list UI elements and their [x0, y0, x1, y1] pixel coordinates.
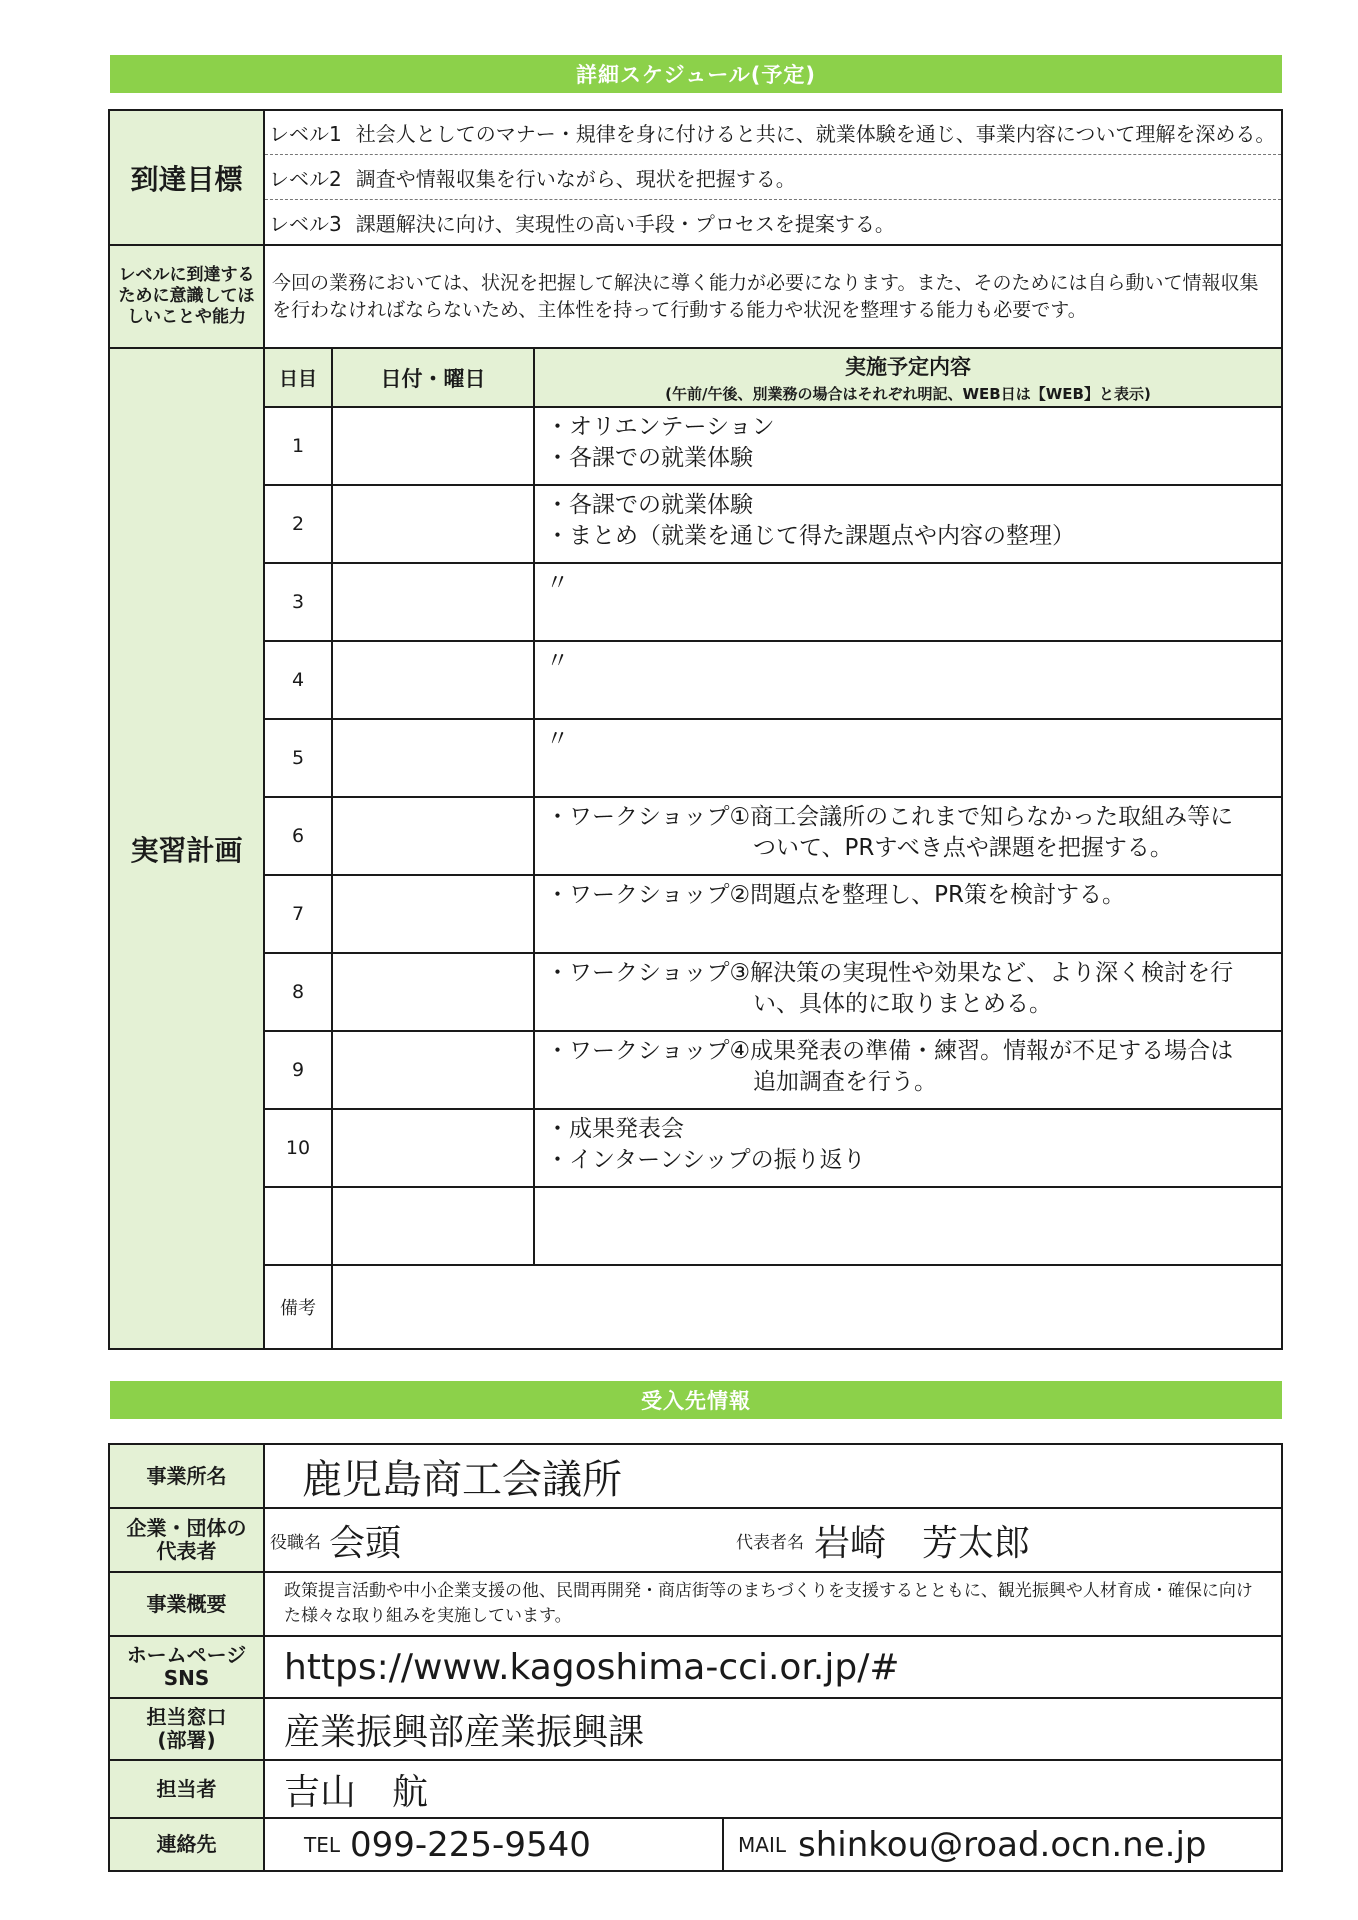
- day-number: 8: [291, 981, 305, 1003]
- grid-line: [108, 347, 1283, 349]
- tel-row: [304, 1819, 714, 1870]
- header-date: 日付・曜日: [333, 349, 533, 406]
- grid-line: [108, 1759, 1283, 1761]
- mail-row: [738, 1819, 1278, 1870]
- grid-line: [263, 484, 1283, 486]
- day-content: 〃: [546, 570, 569, 596]
- office-value: 鹿児島商工会議所: [302, 1456, 622, 1503]
- day-content: ・オリエンテーション ・各課での就業体験: [546, 414, 775, 472]
- grid-line: [263, 562, 1283, 564]
- grid-line: [331, 347, 333, 1350]
- remarks-value: [340, 1266, 1276, 1348]
- dept-value: 産業振興部産業振興課: [284, 1711, 645, 1753]
- ability-label: レベルに到達する ために意識してほ しいことや能力: [118, 264, 255, 328]
- day-content: ・成果発表会 ・インターンシップの振り返り: [546, 1116, 866, 1174]
- office-label: 事業所名: [146, 1463, 227, 1488]
- day-date: [333, 876, 533, 952]
- office-label-cell: [110, 1445, 263, 1507]
- level-1-text: 社会人としてのマナー・規律を身に付けると共に、就業体験を通じ、事業内容について理解を深める。: [355, 121, 1276, 146]
- host-title-banner: [110, 1381, 1282, 1419]
- header-day: 日目: [265, 349, 331, 406]
- day-date: [333, 408, 533, 484]
- dept-label-cell: [110, 1699, 263, 1759]
- day-number: 2: [291, 513, 305, 535]
- day-content: 〃: [546, 648, 569, 674]
- rep-name-value: 岩崎 芳太郎: [814, 1522, 1031, 1564]
- hp-value: https://www.kagoshima-cci.or.jp/#: [284, 1646, 900, 1688]
- level-3-name: レベル3: [269, 211, 342, 236]
- grid-line: [108, 1697, 1283, 1699]
- hp-label: ホームページ SNS: [126, 1643, 247, 1690]
- grid-line: [722, 1817, 724, 1872]
- day-number: 6: [291, 825, 305, 847]
- person-label: 担当者: [156, 1776, 217, 1801]
- plan-label-cell: [110, 349, 263, 1348]
- plan-label: 実習計画: [130, 833, 243, 867]
- grid-line: [263, 718, 1283, 720]
- grid-line: [263, 109, 265, 1350]
- day-date: [333, 1032, 533, 1108]
- day-date: [333, 1110, 533, 1186]
- level-3-text: 課題解決に向け、実現性の高い手段・プロセスを提案する。: [355, 211, 895, 236]
- ability-text: 今回の業務においては、状況を把握して解決に導く能力が必要になります。また、そのためには自ら動いて情報収集を行わなければならないため、主体性を持って行動する能力や状況を整理する能力も必要です。: [272, 272, 1259, 321]
- contact-label: 連絡先: [156, 1832, 217, 1856]
- header-content-note: (午前/午後、別業務の場合はそれぞれ明記、WEB日は【WEB】と表示): [665, 385, 1151, 403]
- day-content: ・ワークショップ④成果発表の準備・練習。情報が不足する場合は 追加調査を行う。: [546, 1038, 1234, 1096]
- header-content-cell: [535, 349, 1281, 406]
- day-content: ・ワークショップ①商工会議所のこれまで知らなかった取組み等に ついて、PRすべき点や課題を把握する。: [546, 804, 1234, 862]
- rep-name-row: [736, 1509, 1276, 1571]
- position-value: 会頭: [329, 1522, 402, 1564]
- day-date: [333, 954, 533, 1030]
- day-number: 5: [291, 747, 305, 769]
- day-date: [333, 486, 533, 562]
- header-content: 実施予定内容: [845, 355, 971, 379]
- grid-line: [263, 406, 1283, 408]
- day-number: 4: [291, 669, 305, 691]
- rep-name-label: 代表者名: [736, 1532, 804, 1553]
- day-number: 3: [291, 591, 305, 613]
- level-2-text: 調査や情報収集を行いながら、現状を把握する。: [355, 166, 796, 191]
- mail-label: MAIL: [738, 1832, 786, 1857]
- day-date: [333, 1188, 533, 1264]
- biz-label: 事業概要: [146, 1591, 227, 1616]
- biz-label-cell: [110, 1573, 263, 1635]
- position-row: [270, 1509, 730, 1571]
- mail-value: shinkou@road.ocn.ne.jp: [797, 1824, 1207, 1865]
- day-content: 〃: [546, 726, 569, 752]
- grid-line: [108, 1817, 1283, 1819]
- hp-label-cell: [110, 1637, 263, 1697]
- grid-line: [263, 1108, 1283, 1110]
- day-content: ・ワークショップ③解決策の実現性や効果など、より深く検討を行 い、具体的に取りまとめる。: [546, 960, 1234, 1018]
- ability-label-cell: [110, 246, 263, 347]
- day-number: 10: [285, 1137, 311, 1159]
- grid-line: [108, 1571, 1283, 1573]
- day-number: 1: [291, 435, 305, 457]
- level-1-name: レベル1: [269, 121, 342, 146]
- day-date: [333, 642, 533, 718]
- level-divider: [265, 154, 1281, 155]
- dept-label: 担当窓口 (部署): [146, 1705, 227, 1752]
- grid-line: [263, 1264, 1283, 1266]
- remarks-label: 備考: [280, 1298, 316, 1319]
- tel-label: TEL: [304, 1832, 340, 1857]
- day-content: ・各課での就業体験 ・まとめ（就業を通じて得た課題点や内容の整理）: [546, 492, 1075, 550]
- grid-line: [263, 874, 1283, 876]
- level-2-name: レベル2: [269, 166, 342, 191]
- day-content: [546, 1188, 1276, 1264]
- grid-line: [263, 796, 1283, 798]
- level-1-row: [269, 111, 1279, 153]
- grid-line: [108, 1635, 1283, 1637]
- tel-value: 099-225-9540: [350, 1824, 591, 1865]
- goals-label-cell: [110, 111, 263, 244]
- day-content: ・ワークショップ②問題点を整理し、PR策を検討する。: [546, 882, 1126, 908]
- person-value: 吉山 航: [284, 1771, 429, 1813]
- person-label-cell: [110, 1761, 263, 1817]
- biz-value: 政策提言活動や中小企業支援の他、民間再開発・商店街等のまちづくりを支援するとともに、観光振興や人材育成・確保に向けた様々な取り組みを実施しています。: [284, 1581, 1253, 1626]
- grid-line: [263, 640, 1283, 642]
- grid-line: [263, 1186, 1283, 1188]
- schedule-title: 詳細スケジュール(予定): [576, 63, 816, 87]
- schedule-title-banner: [110, 55, 1282, 93]
- grid-line: [263, 1030, 1283, 1032]
- day-number: 7: [291, 903, 305, 925]
- host-title: 受入先情報: [641, 1389, 751, 1413]
- goals-label: 到達目標: [130, 162, 243, 196]
- grid-line: [108, 244, 1283, 246]
- rep-label: 企業・団体の 代表者: [126, 1516, 247, 1563]
- day-date: [333, 720, 533, 796]
- contact-label-cell: [110, 1819, 263, 1870]
- level-divider: [265, 199, 1281, 200]
- level-3-row: [269, 201, 1279, 243]
- day-number: 9: [291, 1059, 305, 1081]
- day-date: [333, 798, 533, 874]
- position-label: 役職名: [270, 1532, 321, 1553]
- level-2-row: [269, 156, 1279, 198]
- rep-label-cell: [110, 1509, 263, 1571]
- day-date: [333, 564, 533, 640]
- ability-text-cell: [272, 248, 1276, 345]
- day-number: [265, 1188, 331, 1264]
- grid-line: [263, 952, 1283, 954]
- grid-line: [108, 1507, 1283, 1509]
